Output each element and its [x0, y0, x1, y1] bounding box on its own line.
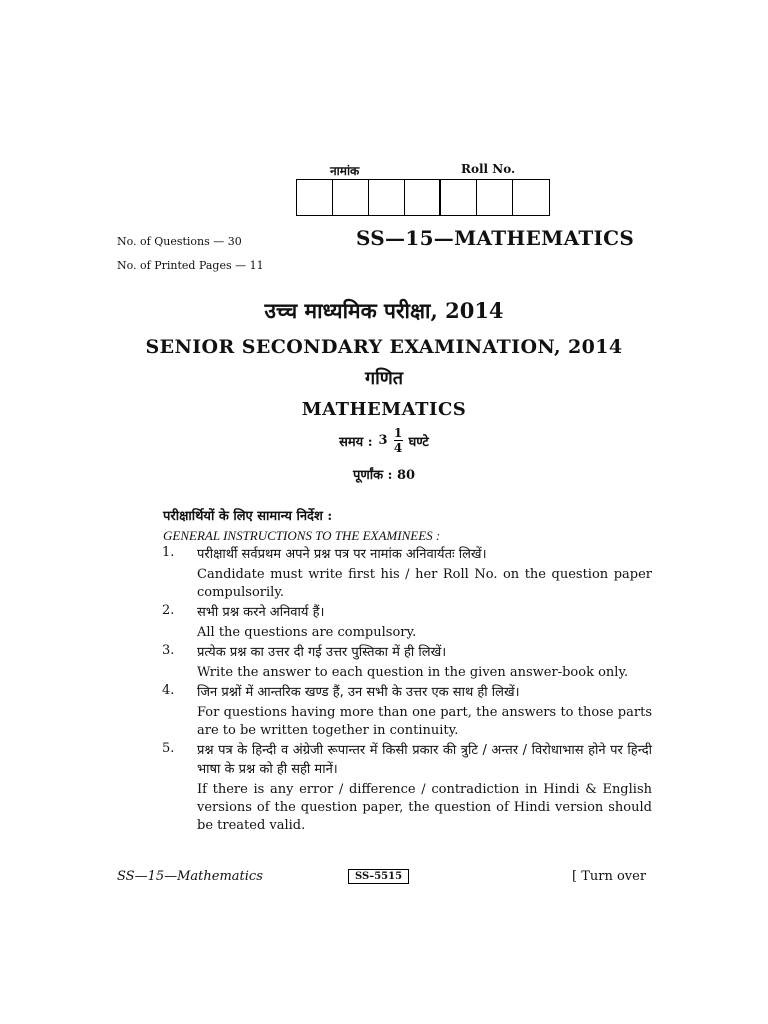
time-label: समय : [339, 434, 373, 450]
item-number: 2. [162, 603, 175, 618]
item-hindi: जिन प्रश्नों में आन्तरिक खण्ड हैं, उन सभी के उत्तर एक साथ ही लिखें। [197, 685, 520, 700]
subject-english: MATHEMATICS [301, 399, 467, 420]
roll-label-english: Roll No. [461, 162, 516, 176]
time-allowed [0, 427, 768, 454]
list-item [162, 545, 652, 602]
exam-title-hindi: उच्च माध्यमिक परीक्षा, 2014 [264, 298, 504, 323]
roll-number-boxes[interactable] [296, 179, 550, 216]
roll-cell[interactable] [369, 180, 405, 215]
number-of-pages: No. of Printed Pages — 11 [117, 259, 264, 272]
item-number: 5. [162, 741, 175, 756]
roll-cell[interactable] [513, 180, 549, 215]
roll-cell[interactable] [297, 180, 333, 215]
footer-subject: SS—15—Mathematics [117, 869, 263, 884]
list-item [162, 683, 652, 740]
subject-hindi: गणित [364, 368, 404, 389]
instructions-heading-english: GENERAL INSTRUCTIONS TO THE EXAMINEES : [163, 528, 441, 543]
item-hindi: प्रत्येक प्रश्न का उत्तर दी गई उत्तर पुस्तिका में ही लिखें। [197, 645, 447, 660]
list-item [162, 741, 652, 835]
time-whole: 3 [378, 433, 388, 448]
item-english: For questions having more than one part, the answers to those parts are to be written together in continuity. [197, 705, 652, 738]
roll-cell[interactable] [405, 180, 441, 215]
item-number: 4. [162, 683, 175, 698]
paper-code: SS—15—MATHEMATICS [356, 226, 635, 250]
item-hindi: परीक्षार्थी सर्वप्रथम अपने प्रश्न पत्र पर नामांक अनिवार्यतः लिखें। [197, 547, 487, 562]
roll-cell[interactable] [441, 180, 477, 215]
item-english: All the questions are compulsory. [197, 625, 417, 640]
turn-over-label: [ Turn over [572, 869, 647, 884]
item-english: If there is any error / difference / contradiction in Hindi & English versions of the question paper, the question of Hindi version should be treated valid. [197, 782, 652, 833]
time-denominator: 4 [393, 441, 403, 455]
item-number: 1. [162, 545, 175, 560]
number-of-questions: No. of Questions — 30 [117, 235, 242, 248]
time-unit: घण्टे [408, 434, 429, 450]
max-marks: पूर्णांक : 80 [352, 468, 416, 483]
time-numerator: 1 [393, 426, 403, 440]
list-item [162, 643, 652, 682]
item-english: Write the answer to each question in the given answer-book only. [197, 665, 629, 680]
item-hindi: प्रश्न पत्र के हिन्दी व अंग्रेजी रूपान्तर में किसी प्रकार की त्रुटि / अन्तर / विरोधाभास होने पर हिन्दी भाषा के प्रश्न को ही सही मानें। [197, 743, 652, 777]
item-hindi: सभी प्रश्न करने अनिवार्य हैं। [197, 605, 325, 620]
instructions-heading-hindi: परीक्षार्थियों के लिए सामान्य निर्देश : [163, 509, 333, 524]
instructions-list [162, 545, 652, 835]
list-item [162, 603, 652, 642]
exam-title-english: SENIOR SECONDARY EXAMINATION, 2014 [145, 336, 623, 358]
footer-code-box: SS–5515 [348, 869, 409, 884]
item-number: 3. [162, 643, 175, 658]
roll-cell[interactable] [333, 180, 369, 215]
time-fraction [394, 427, 403, 454]
roll-cell[interactable] [477, 180, 513, 215]
roll-label-hindi: नामांक [330, 164, 360, 178]
item-english: Candidate must write first his / her Roll No. on the question paper compulsorily. [197, 567, 652, 600]
